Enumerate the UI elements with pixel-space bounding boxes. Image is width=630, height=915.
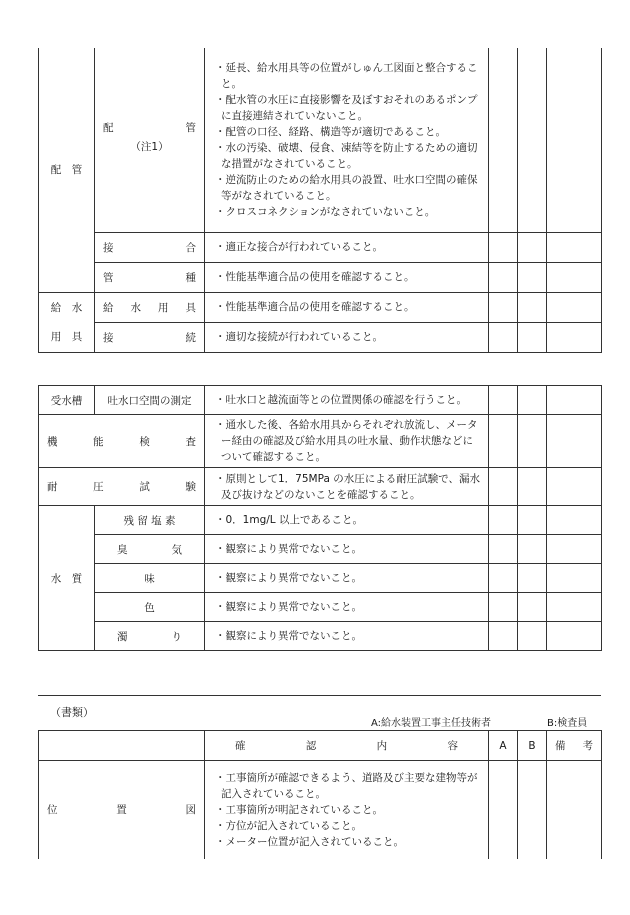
check-b-cell[interactable]: [518, 48, 547, 232]
row-label-pipe-type: 管 種: [95, 262, 205, 292]
check-b-cell[interactable]: [518, 468, 547, 506]
documents-title: （書類）: [50, 706, 94, 719]
check-b-cell[interactable]: [518, 535, 547, 564]
check-b-cell[interactable]: [518, 593, 547, 622]
group-label-fixture-bottom: 用 具: [39, 322, 95, 352]
pipe-note: （注1）: [130, 140, 169, 153]
header-check-content: 確 認 内 容: [205, 731, 489, 761]
remarks-cell[interactable]: [547, 386, 602, 415]
header-a: A: [489, 731, 518, 761]
check-a-cell[interactable]: [489, 564, 518, 593]
remarks-cell[interactable]: [547, 415, 602, 468]
remarks-cell[interactable]: [547, 292, 602, 322]
check-a-cell[interactable]: [489, 415, 518, 468]
remarks-cell[interactable]: [547, 322, 602, 352]
check-item-chlorine: ・0．1mg/L 以上であること。: [205, 506, 489, 535]
check-item-joint: ・適正な接合が行われていること。: [205, 232, 489, 262]
inspection-table-piping: [38, 48, 602, 353]
check-item-pressure: ・原則として1．75MPa の水圧による耐圧試験で、漏水及び抜けなどのないことを確認すること。: [205, 468, 489, 506]
legend-b: B:検査員: [547, 718, 588, 729]
check-item-taste: ・観察により異常でないこと。: [205, 564, 489, 593]
section-divider: [38, 695, 601, 696]
legend-a: A:給水装置工事主任技術者: [371, 718, 492, 729]
check-item-tank: ・吐水口と越流面等との位置関係の確認を行うこと。: [205, 386, 489, 415]
check-b-cell[interactable]: [518, 761, 547, 859]
check-a-cell[interactable]: [489, 622, 518, 651]
check-a-cell[interactable]: [489, 535, 518, 564]
check-item-function: ・通水した後、各給水用具からそれぞれ放流し、メーター経由の確認及び給水用具の吐水量、動作状態などについて確認すること。: [205, 415, 489, 468]
check-b-cell[interactable]: [518, 415, 547, 468]
check-b-cell[interactable]: [518, 564, 547, 593]
row-label-joint: 接 合: [95, 232, 205, 262]
check-a-cell[interactable]: [489, 262, 518, 292]
check-item-color: ・観察により異常でないこと。: [205, 593, 489, 622]
check-item-fixture: ・性能基準適合品の使用を確認すること。: [205, 292, 489, 322]
check-b-cell[interactable]: [518, 386, 547, 415]
remarks-cell[interactable]: [547, 232, 602, 262]
check-b-cell[interactable]: [518, 292, 547, 322]
header-blank-cell: [39, 731, 205, 761]
check-items-piping: ・延長、給水用具等の位置がしゅん工図面と整合すること。 ・配水管の水圧に直接影響を及ぼすおそれのあるポンプに直接連結されていないこと。 ・配管の口径、経路、構造等が適切であること。 ・水の汚染、破壊、侵食、凍結等を防止するための適切な措置がなされていること。 ・逆流防止のための給水用具の設置、吐水口空間の確保等がなされていること。 ・クロスコネクションがなされていないこと。: [205, 48, 489, 232]
row-label-turbidity: 濁 り: [95, 622, 205, 651]
row-label-pressure: 耐 圧 試 験: [39, 468, 205, 506]
row-label-fixture: 給 水 用 具: [95, 292, 205, 322]
header-b: B: [518, 731, 547, 761]
remarks-cell[interactable]: [547, 535, 602, 564]
row-label-location-map: 位 置 図: [39, 761, 205, 859]
row-label-function: 機 能 検 査: [39, 415, 205, 468]
check-items-location-map: ・工事箇所が確認できるよう、道路及び主要な建物等が記入されていること。 ・工事箇所が明記されていること。 ・方位が記入されていること。 ・メーター位置が記入されていること。: [205, 761, 489, 859]
check-a-cell[interactable]: [489, 506, 518, 535]
check-a-cell[interactable]: [489, 761, 518, 859]
group-label-quality: 水 質: [39, 506, 95, 651]
row-label-taste: 味: [95, 564, 205, 593]
check-b-cell[interactable]: [518, 322, 547, 352]
check-a-cell[interactable]: [489, 292, 518, 322]
check-a-cell[interactable]: [489, 468, 518, 506]
check-a-cell[interactable]: [489, 48, 518, 232]
remarks-cell[interactable]: [547, 262, 602, 292]
check-b-cell[interactable]: [518, 232, 547, 262]
check-a-cell[interactable]: [489, 232, 518, 262]
check-b-cell[interactable]: [518, 262, 547, 292]
check-b-cell[interactable]: [518, 506, 547, 535]
remarks-cell[interactable]: [547, 506, 602, 535]
group-label-tank: 受水槽: [39, 386, 95, 415]
inspection-table-tests: [38, 385, 602, 651]
group-label-piping: 配 管: [39, 48, 95, 292]
row-label-connection: 接 続: [95, 322, 205, 352]
row-label-piping: 配 管 （注1）: [95, 48, 205, 232]
header-remarks: 備 考: [547, 731, 602, 761]
remarks-cell[interactable]: [547, 593, 602, 622]
group-label-fixture-top: 給 水: [39, 292, 95, 322]
row-label-color: 色: [95, 593, 205, 622]
inspection-table-documents: [38, 730, 602, 859]
row-label-chlorine: 残 留 塩 素: [95, 506, 205, 535]
remarks-cell[interactable]: [547, 48, 602, 232]
check-item-connection: ・適切な接続が行われていること。: [205, 322, 489, 352]
check-a-cell[interactable]: [489, 593, 518, 622]
check-item-pipe-type: ・性能基準適合品の使用を確認すること。: [205, 262, 489, 292]
check-a-cell[interactable]: [489, 386, 518, 415]
check-item-turbidity: ・観察により異常でないこと。: [205, 622, 489, 651]
check-item-odor: ・観察により異常でないこと。: [205, 535, 489, 564]
row-label-odor: 臭 気: [95, 535, 205, 564]
remarks-cell[interactable]: [547, 622, 602, 651]
remarks-cell[interactable]: [547, 468, 602, 506]
check-a-cell[interactable]: [489, 322, 518, 352]
row-label-tank: 吐水口空間の測定: [95, 386, 205, 415]
remarks-cell[interactable]: [547, 564, 602, 593]
check-b-cell[interactable]: [518, 622, 547, 651]
remarks-cell[interactable]: [547, 761, 602, 859]
